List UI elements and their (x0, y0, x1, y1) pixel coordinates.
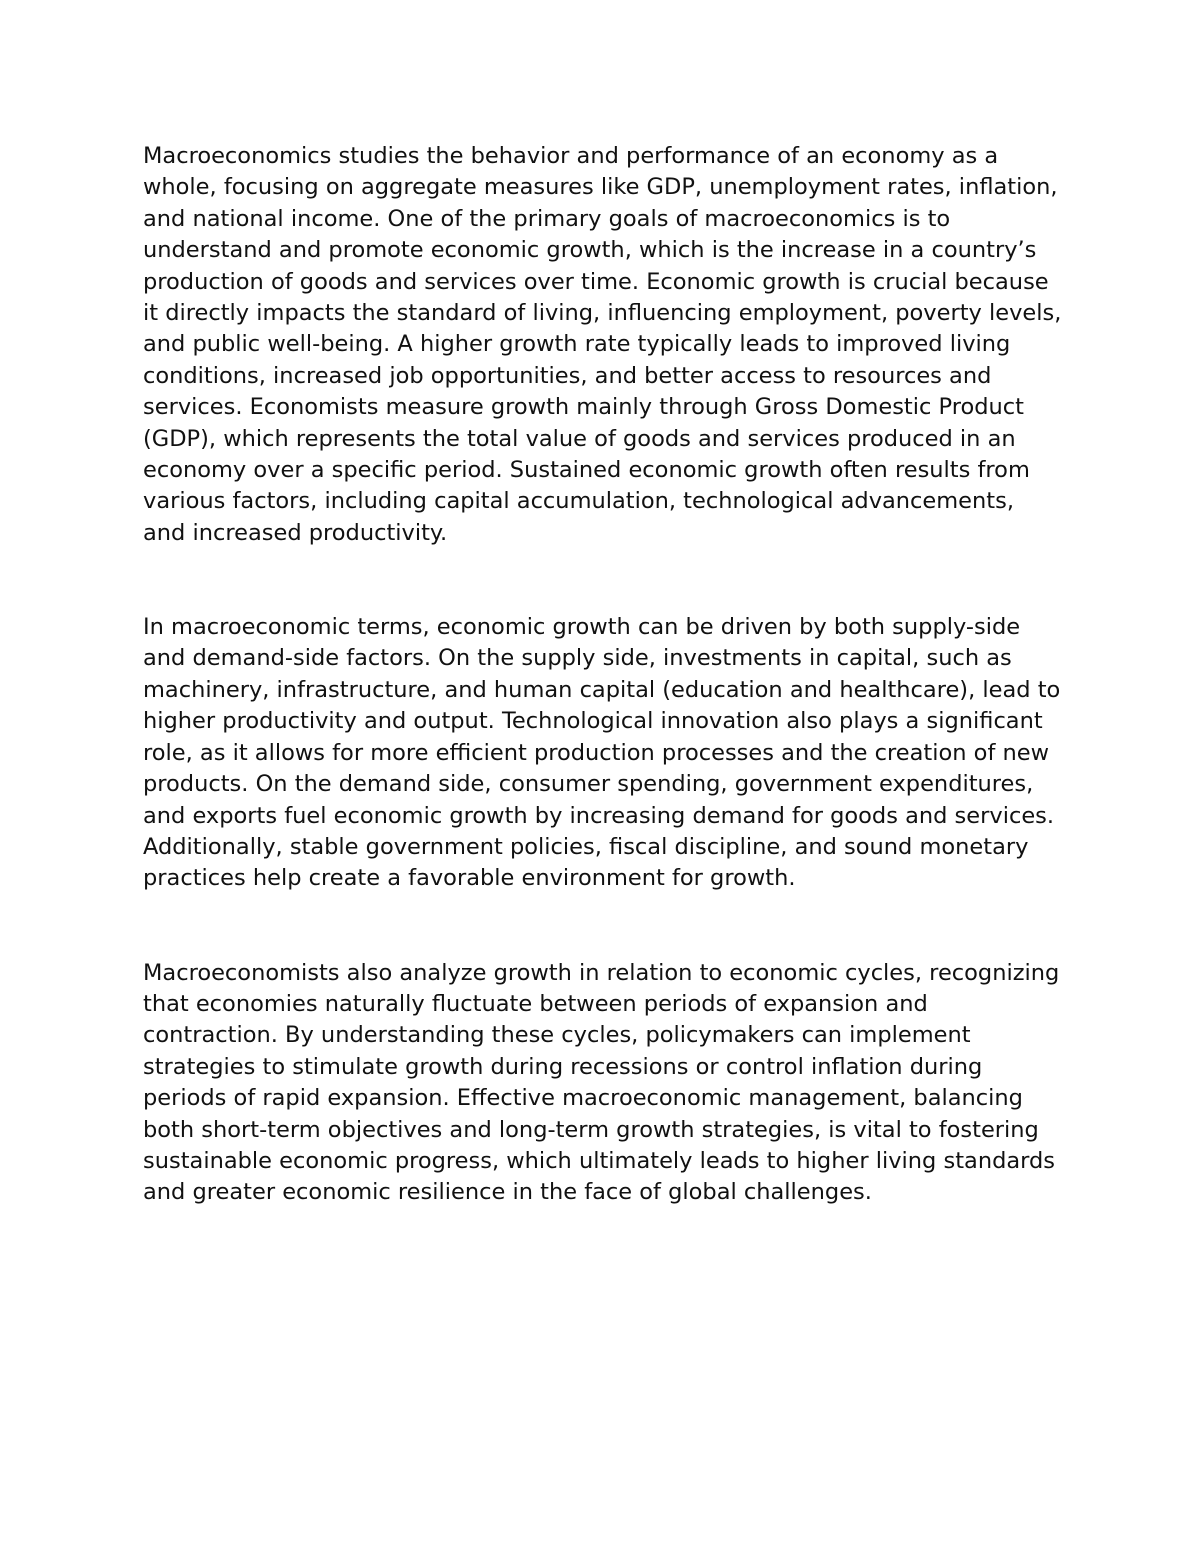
paragraph-2: In macroeconomic terms, economic growth can be driven by both supply-side and demand-side factors. On the supply side, investments in capital, such as machinery, infrastructure, and human capital (education and healthcare), lead to higher productivity and output. Technological innovation also plays a significant role, as it allows for more efficient production processes and the creation of new products. On the demand side, consumer spending, government expenditures, and exports fuel economic growth by increasing demand for goods and services. Additionally, stable government policies, fiscal discipline, and sound monetary practices help create a favorable environment for growth. (143, 614, 1061, 892)
document-body (143, 141, 1063, 1209)
paragraph-spacer (143, 895, 1063, 958)
paragraph-1: Macroeconomics studies the behavior and performance of an economy as a whole, focusing on aggregate measures like GDP, unemployment rates, inflation, and national income. One of the primary goals of macroeconomics is to understand and promote economic growth, which is the increase in a country’s production of goods and services over time. Economic growth is crucial because it directly impacts the standard of living, influencing employment, poverty levels, and public well-being. A higher growth rate typically leads to improved living conditions, increased job opportunities, and better access to resources and services. Economists measure growth mainly through Gross Domestic Product (GDP), which represents the total value of goods and services produced in an economy over a specific period. Sustained economic growth often results from various factors, including capital accumulation, technological advancements, and increased productivity. (143, 143, 1062, 546)
paragraph-spacer (143, 549, 1063, 612)
paragraph-3: Macroeconomists also analyze growth in relation to economic cycles, recognizing that economies naturally fluctuate between periods of expansion and contraction. By understanding these cycles, policymakers can implement strategies to stimulate growth during recessions or control inflation during periods of rapid expansion. Effective macroeconomic management, balancing both short-term objectives and long-term growth strategies, is vital to fostering sustainable economic progress, which ultimately leads to higher living standards and greater economic resilience in the face of global challenges. (143, 959, 1060, 1206)
